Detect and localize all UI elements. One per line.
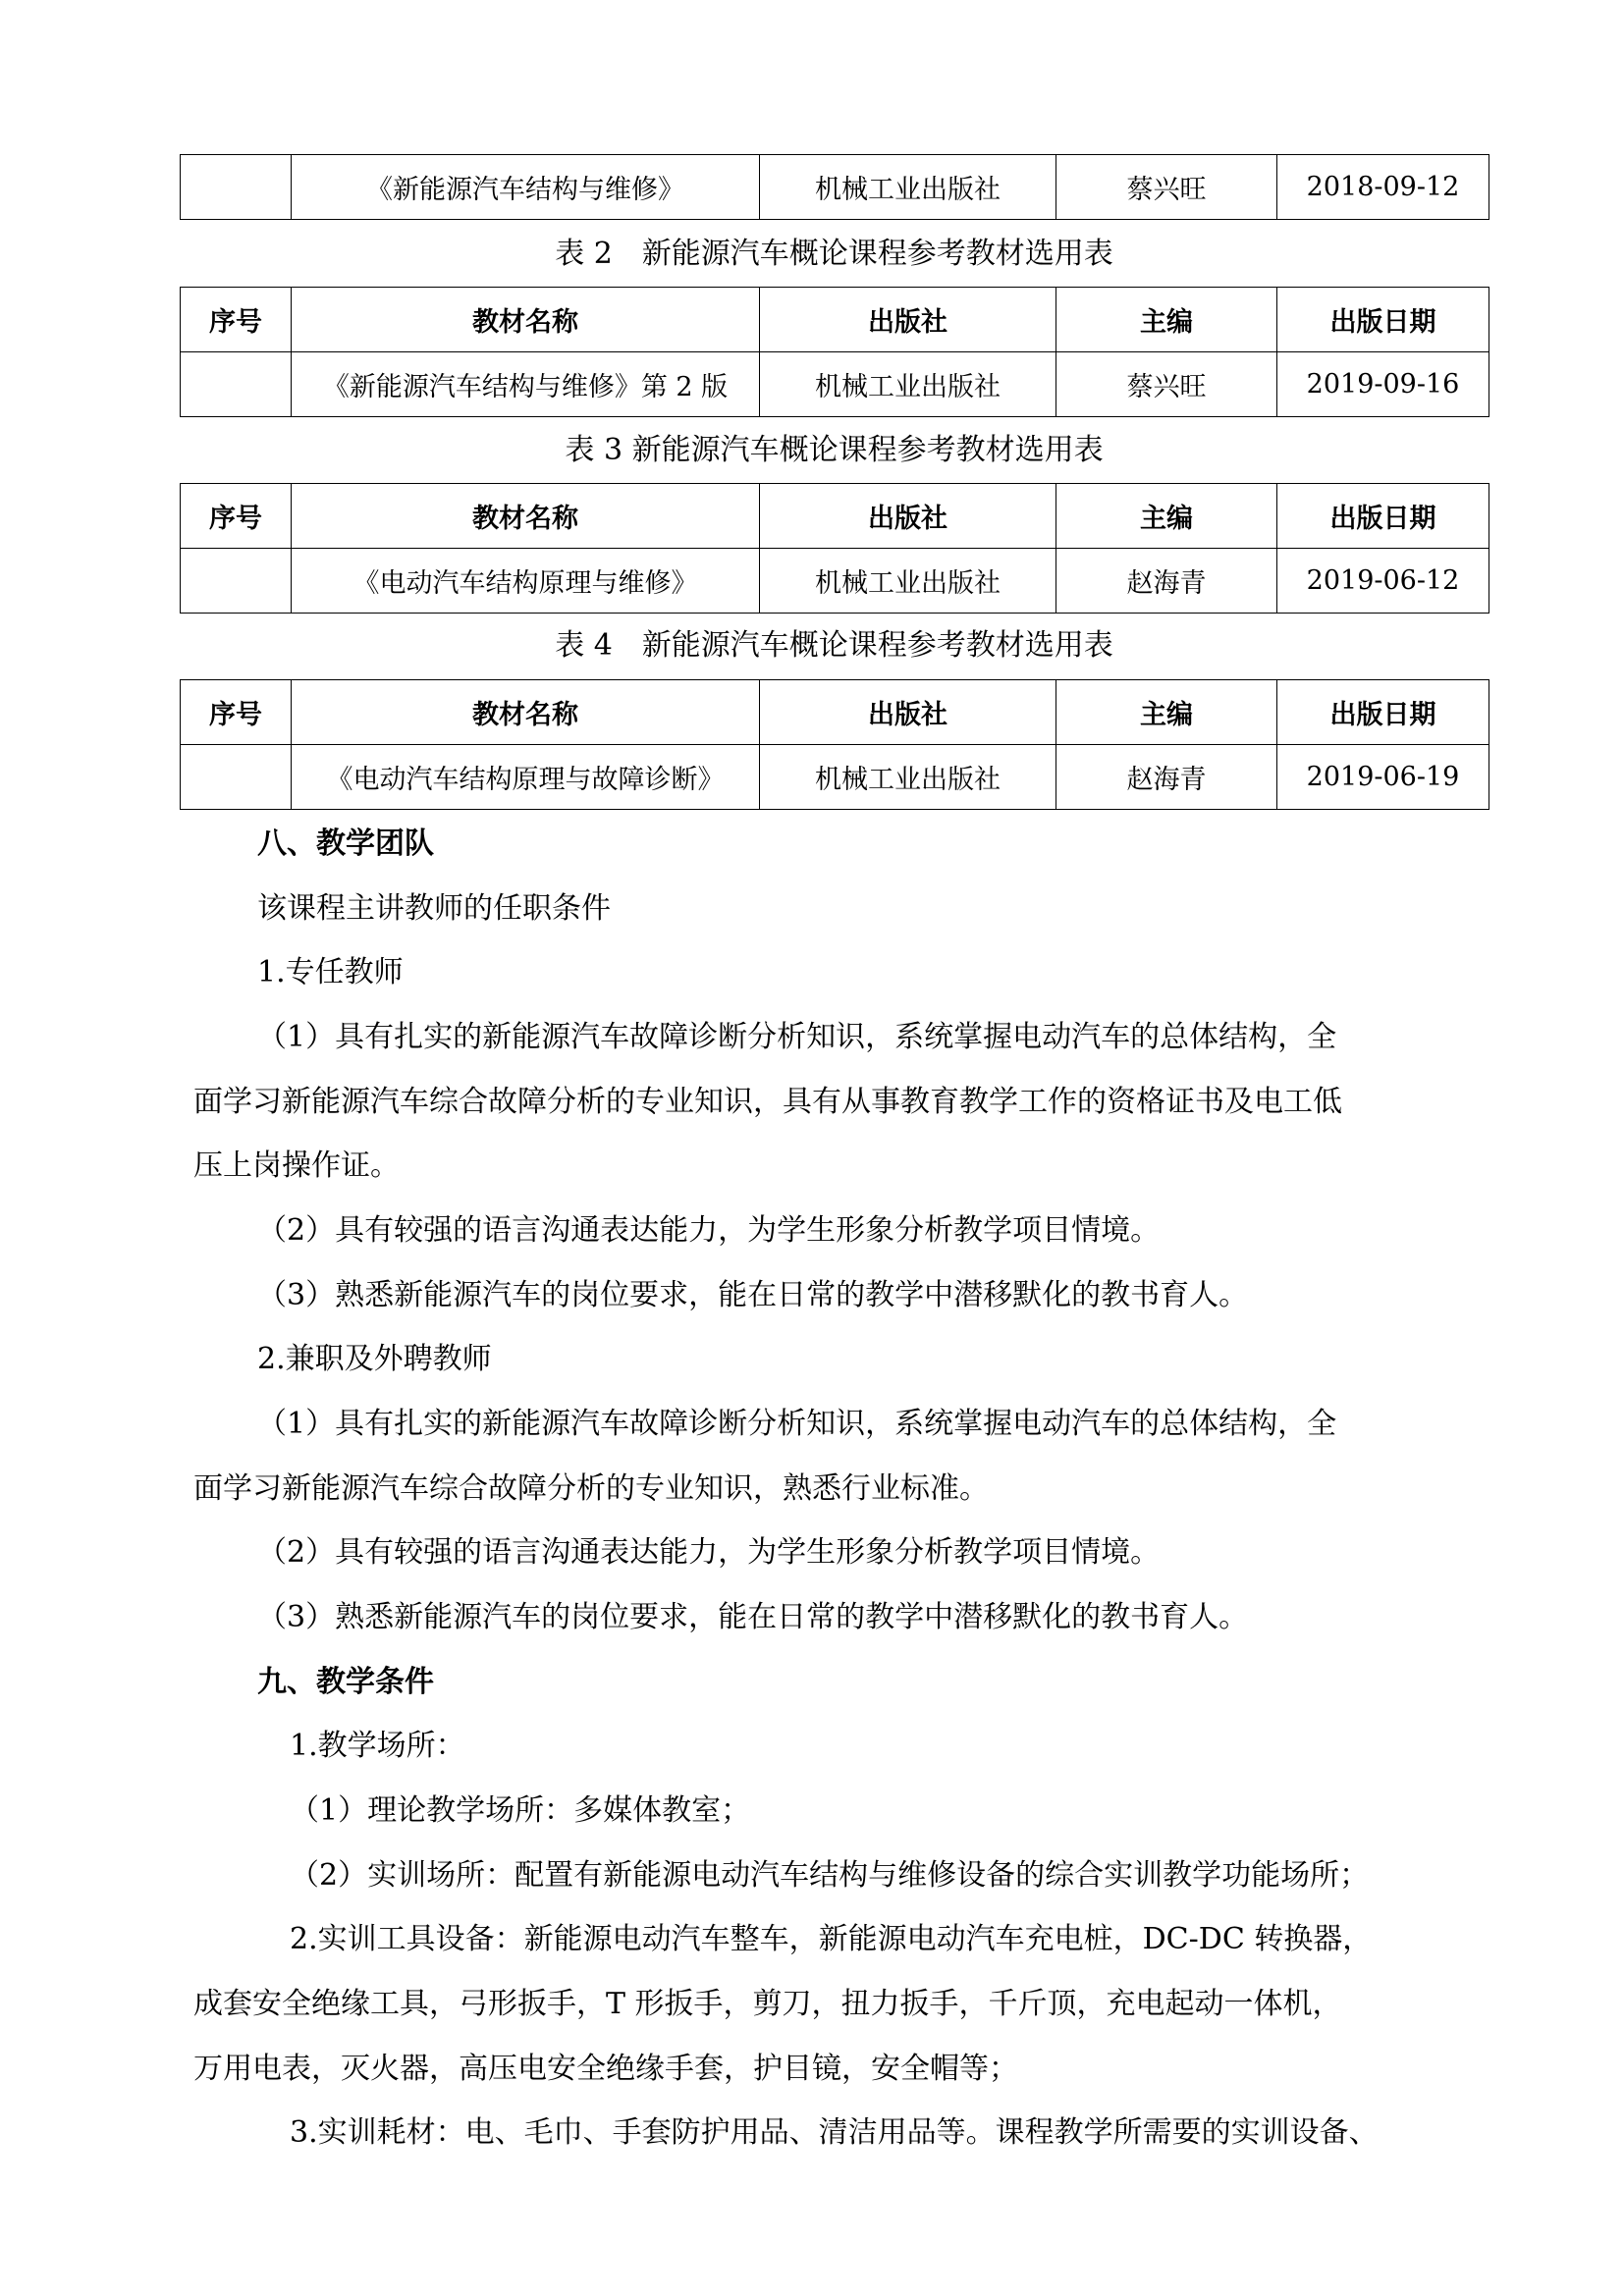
- header-editor: 主编: [1056, 484, 1277, 549]
- table-row: [181, 155, 1489, 220]
- section-9-subheading-1: 1.教学场所：: [290, 1729, 465, 1763]
- header-date: 出版日期: [1277, 288, 1489, 352]
- textbook-table-1: [180, 154, 1489, 220]
- header-textbook-name: 教材名称: [292, 484, 760, 549]
- cell-publisher: 机械工业出版社: [760, 549, 1056, 614]
- table-row: [181, 352, 1489, 417]
- paragraph-line: （2）具有较强的语言沟通表达能力，为学生形象分析教学项目情境。: [257, 1213, 1161, 1248]
- textbook-table-2: [180, 287, 1489, 417]
- cell-textbook-name: 《电动汽车结构原理与维修》: [292, 549, 760, 614]
- cell-date: 2018-09-12: [1277, 155, 1489, 220]
- cell-date: 2019-06-19: [1277, 745, 1489, 810]
- table-4-caption: 表 4 新能源汽车概论课程参考教材选用表: [555, 628, 1113, 663]
- header-date: 出版日期: [1277, 680, 1489, 745]
- header-no: 序号: [181, 288, 292, 352]
- cell-no: [181, 549, 292, 614]
- cell-textbook-name: 《电动汽车结构原理与故障诊断》: [292, 745, 760, 810]
- header-publisher: 出版社: [760, 288, 1056, 352]
- cell-editor: 赵海青: [1056, 549, 1277, 614]
- table-header-row: [181, 680, 1489, 745]
- header-no: 序号: [181, 680, 292, 745]
- cell-textbook-name: 《新能源汽车结构与维修》第 2 版: [292, 352, 760, 417]
- cell-publisher: 机械工业出版社: [760, 352, 1056, 417]
- paragraph-line: 2.实训工具设备：新能源电动汽车整车，新能源电动汽车充电桩，DC-DC 转换器，: [290, 1922, 1373, 1956]
- paragraph-line: （3）熟悉新能源汽车的岗位要求，能在日常的教学中潜移默化的教书育人。: [257, 1600, 1249, 1634]
- header-publisher: 出版社: [760, 484, 1056, 549]
- section-9-heading: 九、教学条件: [257, 1665, 434, 1699]
- cell-date: 2019-09-16: [1277, 352, 1489, 417]
- cell-publisher: 机械工业出版社: [760, 745, 1056, 810]
- section-8-subheading-1: 1.专任教师: [257, 955, 404, 989]
- cell-publisher: 机械工业出版社: [760, 155, 1056, 220]
- cell-editor: 蔡兴旺: [1056, 352, 1277, 417]
- header-date: 出版日期: [1277, 484, 1489, 549]
- paragraph-line: （1）具有扎实的新能源汽车故障诊断分析知识，系统掌握电动汽车的总体结构，全: [257, 1407, 1337, 1441]
- cell-no: [181, 155, 292, 220]
- paragraph-line: （1）具有扎实的新能源汽车故障诊断分析知识，系统掌握电动汽车的总体结构，全: [257, 1020, 1337, 1054]
- cell-editor: 蔡兴旺: [1056, 155, 1277, 220]
- section-8-subheading-2: 2.兼职及外聘教师: [257, 1342, 492, 1376]
- cell-editor: 赵海青: [1056, 745, 1277, 810]
- table-row: [181, 549, 1489, 614]
- header-textbook-name: 教材名称: [292, 288, 760, 352]
- section-8-intro: 该课程主讲教师的任职条件: [257, 891, 611, 926]
- cell-no: [181, 745, 292, 810]
- paragraph-line: 3.实训耗材：电、毛巾、手套防护用品、清洁用品等。课程教学所需要的实训设备、: [290, 2115, 1379, 2150]
- header-publisher: 出版社: [760, 680, 1056, 745]
- section-8-heading: 八、教学团队: [257, 827, 434, 861]
- cell-textbook-name: 《新能源汽车结构与维修》: [292, 155, 760, 220]
- paragraph-line: 面学习新能源汽车综合故障分析的专业知识，熟悉行业标准。: [193, 1471, 989, 1506]
- table-header-row: [181, 484, 1489, 549]
- paragraph-line: 面学习新能源汽车综合故障分析的专业知识，具有从事教育教学工作的资格证书及电工低: [193, 1085, 1342, 1119]
- paragraph-line: 成套安全绝缘工具，弓形扳手，T 形扳手，剪刀，扭力扳手，千斤顶，充电起动一体机，: [193, 1987, 1342, 2021]
- paragraph-line: （1）理论教学场所：多媒体教室；: [290, 1793, 751, 1828]
- header-no: 序号: [181, 484, 292, 549]
- paragraph-line: 压上岗操作证。: [193, 1148, 400, 1183]
- cell-no: [181, 352, 292, 417]
- textbook-table-4: [180, 679, 1489, 810]
- table-header-row: [181, 288, 1489, 352]
- textbook-table-3: [180, 483, 1489, 614]
- table-3-caption: 表 3 新能源汽车概论课程参考教材选用表: [565, 433, 1104, 467]
- header-textbook-name: 教材名称: [292, 680, 760, 745]
- cell-date: 2019-06-12: [1277, 549, 1489, 614]
- paragraph-line: （3）熟悉新能源汽车的岗位要求，能在日常的教学中潜移默化的教书育人。: [257, 1278, 1249, 1312]
- table-2-caption: 表 2 新能源汽车概论课程参考教材选用表: [555, 237, 1113, 271]
- header-editor: 主编: [1056, 680, 1277, 745]
- paragraph-line: （2）实训场所：配置有新能源电动汽车结构与维修设备的综合实训教学功能场所；: [290, 1858, 1370, 1893]
- table-row: [181, 745, 1489, 810]
- paragraph-line: （2）具有较强的语言沟通表达能力，为学生形象分析教学项目情境。: [257, 1535, 1161, 1570]
- paragraph-line: 万用电表，灭火器，高压电安全绝缘手套，护目镜，安全帽等；: [193, 2052, 1018, 2086]
- header-editor: 主编: [1056, 288, 1277, 352]
